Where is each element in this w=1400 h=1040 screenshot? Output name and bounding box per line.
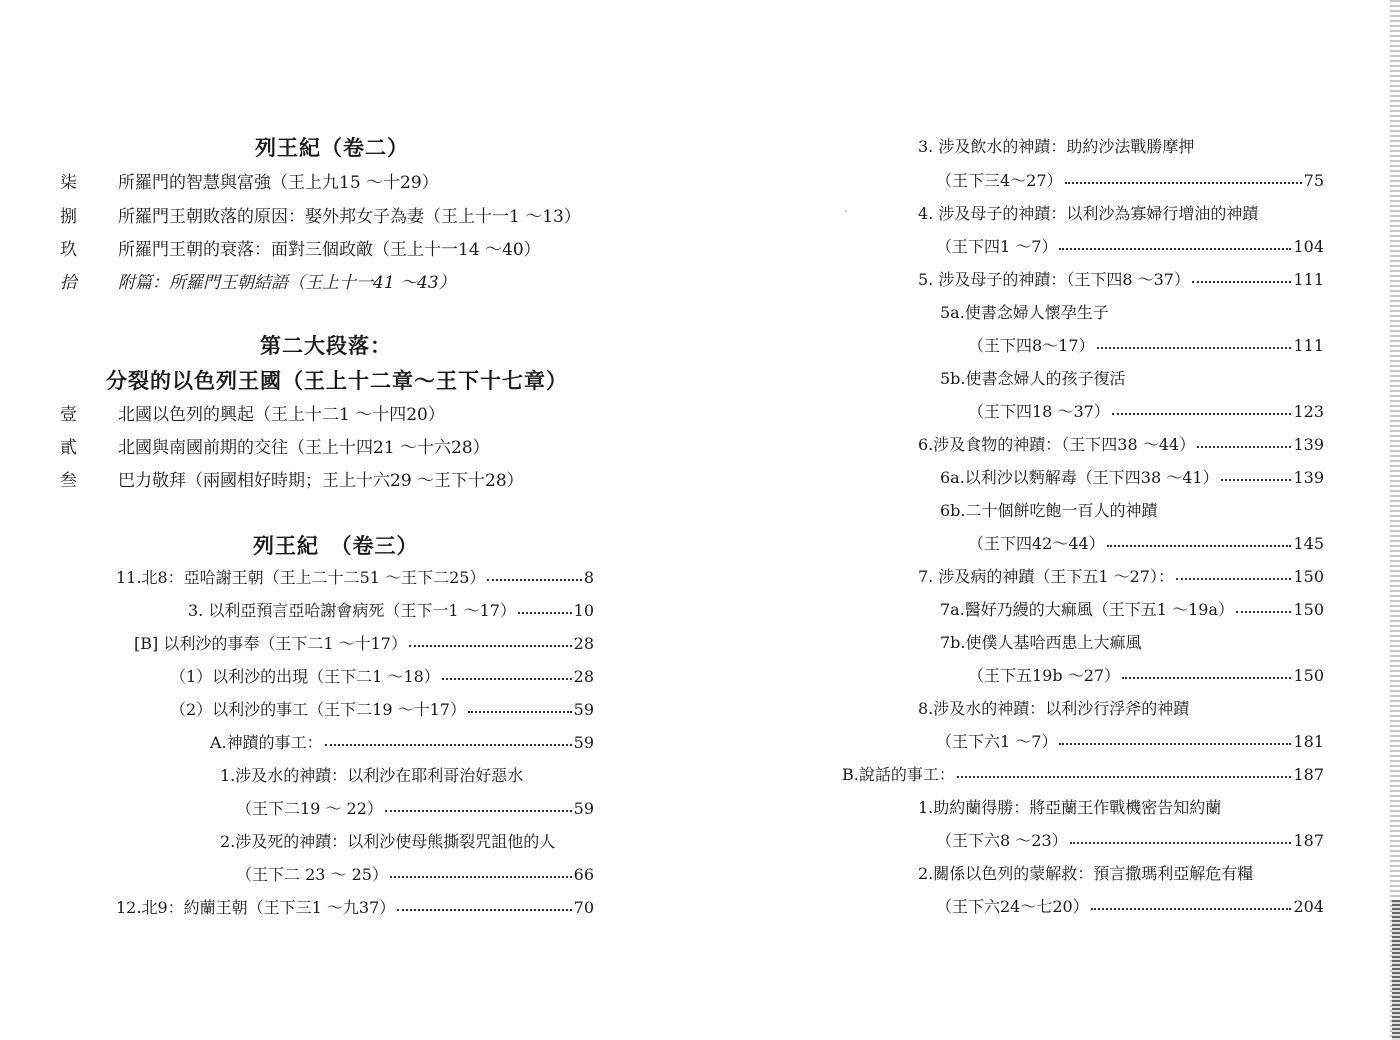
entry-title: 北國以色列的興起（王上十二1 ～十四20） xyxy=(118,404,445,425)
entry-title: 所羅門王朝的衰落：面對三個政敵（王上十一14 ～40） xyxy=(118,239,541,260)
dot-leader xyxy=(1122,677,1291,679)
toc-line xyxy=(918,134,1324,158)
page-number: 111 xyxy=(1293,336,1324,355)
toc-line-title: 1.涉及水的神蹟：以利沙在耶利哥治好惡水 xyxy=(220,766,524,785)
toc-line xyxy=(220,763,594,787)
toc-line xyxy=(918,432,1324,456)
page-number: 75 xyxy=(1303,171,1324,190)
page-number: 181 xyxy=(1293,732,1324,751)
dot-leader xyxy=(1236,611,1291,613)
entry-title: 所羅門王朝敗落的原因：娶外邦女子為妻（王上十一1 ～13） xyxy=(118,206,581,227)
toc-entry xyxy=(60,433,490,457)
entry-number: 貳 xyxy=(60,437,77,458)
toc-line-title: 5a.使書念婦人懷孕生子 xyxy=(940,303,1109,322)
entry-number: 壹 xyxy=(60,404,77,425)
toc-line xyxy=(940,366,1324,390)
toc-line-title: （1）以利沙的出現（王下二1 ～18） xyxy=(170,667,440,686)
entry-title: 所羅門的智慧與富強（王上九15 ～十29） xyxy=(118,172,439,193)
entry-title: 巴力敬拜（兩國相好時期；王上十六29 ～王下十28） xyxy=(118,470,524,491)
page-number: 66 xyxy=(573,865,594,884)
toc-entry xyxy=(60,466,524,490)
page-number: 59 xyxy=(573,799,594,818)
dot-leader xyxy=(1065,182,1302,184)
page-number: 59 xyxy=(573,700,594,719)
page-number: 150 xyxy=(1293,600,1324,619)
toc-line xyxy=(936,729,1324,753)
toc-line-title: B.說話的事工： xyxy=(842,765,955,784)
toc-line xyxy=(936,234,1324,258)
toc-line-title: 7a.醫好乃縵的大痲風（王下五1 ～19a） xyxy=(940,600,1234,619)
page-number: 187 xyxy=(1293,831,1324,850)
page-number: 123 xyxy=(1293,402,1324,421)
entry-number: 叁 xyxy=(60,470,77,491)
entry-number: 捌 xyxy=(60,206,77,227)
toc-line xyxy=(940,498,1324,522)
dot-leader xyxy=(1221,479,1292,481)
toc-line-title: （王下四1 ～7） xyxy=(936,237,1058,256)
toc-line-title: 7b.使僕人基哈西患上大痲風 xyxy=(940,633,1142,652)
toc-line-title: 2.涉及死的神蹟：以利沙使母熊撕裂咒詛他的人 xyxy=(220,832,556,851)
toc-line-title: （2）以利沙的事工（王下二19 ～十17） xyxy=(170,700,466,719)
section-heading: 列王紀 （卷三） xyxy=(253,533,419,558)
toc-line-title: 4. 涉及母子的神蹟：以利沙為寡婦行增油的神蹟 xyxy=(918,204,1259,223)
toc-line xyxy=(236,796,594,820)
toc-line xyxy=(134,631,594,655)
toc-line-title: 5. 涉及母子的神蹟：（王下四8 ～37） xyxy=(918,270,1190,289)
toc-line-title: 6b.二十個餅吃飽一百人的神蹟 xyxy=(940,501,1158,520)
toc-line xyxy=(940,597,1324,621)
toc-line xyxy=(220,829,594,853)
toc-line xyxy=(968,333,1324,357)
toc-line-title: （王下二19 ～ 22） xyxy=(236,799,383,818)
toc-line xyxy=(936,828,1324,852)
entry-number: 柒 xyxy=(60,172,77,193)
page-number: 139 xyxy=(1293,435,1324,454)
toc-line-title: 3. 涉及飲水的神蹟：助約沙法戰勝摩押 xyxy=(918,137,1195,156)
toc-line xyxy=(188,598,594,622)
toc-line-title: 12.北9：約蘭王朝（王下三1 ～九37） xyxy=(116,898,396,917)
dot-leader xyxy=(1176,578,1291,580)
dot-leader xyxy=(518,612,572,614)
toc-line xyxy=(170,697,594,721)
toc-line xyxy=(936,168,1324,192)
toc-line-title: 7. 涉及病的神蹟（王下五1 ～27）： xyxy=(918,567,1174,586)
toc-line xyxy=(236,862,594,886)
toc-line xyxy=(918,201,1324,225)
toc-entry xyxy=(60,235,541,259)
left-page xyxy=(60,120,620,940)
toc-line xyxy=(968,531,1324,555)
toc-line-title: [B] 以利沙的事奉（王下二1 ～十17） xyxy=(134,634,407,653)
page-number: 104 xyxy=(1293,237,1324,256)
toc-line-title: （王下六8 ～23） xyxy=(936,831,1068,850)
page-number: 150 xyxy=(1293,567,1324,586)
page-number: 111 xyxy=(1293,270,1324,289)
dot-leader xyxy=(442,678,572,680)
toc-line-title: （王下六24～七20） xyxy=(936,897,1089,916)
toc-line xyxy=(170,664,594,688)
page-number: 145 xyxy=(1293,534,1324,553)
toc-line-title: （王下五19b ～27） xyxy=(968,666,1121,685)
toc-line-title: （王下四18 ～37） xyxy=(968,402,1110,421)
toc-line-title: 6.涉及食物的神蹟：（王下四38 ～44） xyxy=(918,435,1196,454)
page-number: 204 xyxy=(1293,897,1324,916)
toc-line xyxy=(918,267,1324,291)
toc-line xyxy=(842,762,1324,786)
dot-leader xyxy=(1112,413,1292,415)
dot-leader xyxy=(1192,281,1291,283)
toc-entry xyxy=(60,268,456,292)
toc-line-title: 6a.以利沙以麪解毒（王下四38 ～41） xyxy=(940,468,1219,487)
dot-leader xyxy=(325,744,572,746)
toc-entry xyxy=(60,400,445,424)
toc-line-title: （王下四8～17） xyxy=(968,336,1095,355)
toc-line xyxy=(116,895,594,919)
page-number: 28 xyxy=(573,667,594,686)
page-number: 59 xyxy=(573,733,594,752)
toc-line-title: 1.助約蘭得勝：將亞蘭王作戰機密告知約蘭 xyxy=(918,798,1222,817)
dot-leader xyxy=(1059,743,1291,745)
dot-leader xyxy=(468,711,572,713)
dot-leader xyxy=(1059,248,1291,250)
toc-line xyxy=(940,630,1324,654)
dot-leader xyxy=(390,876,572,878)
entry-title: 附篇：所羅門王朝結語（王上十一41 ～43） xyxy=(118,272,456,293)
toc-line-title: A.神蹟的事工： xyxy=(210,733,323,752)
page-number: 70 xyxy=(573,898,594,917)
dot-leader xyxy=(409,645,572,647)
page-number: 150 xyxy=(1293,666,1324,685)
toc-line xyxy=(918,696,1324,720)
page-number: 187 xyxy=(1293,765,1324,784)
page-number: 139 xyxy=(1293,468,1324,487)
entry-number: 拾 xyxy=(60,272,77,293)
toc-line xyxy=(940,300,1324,324)
toc-line-title: （王下四42～44） xyxy=(968,534,1105,553)
entry-number: 玖 xyxy=(60,239,77,260)
toc-line xyxy=(936,894,1324,918)
toc-line-title: 5b.使書念婦人的孩子復活 xyxy=(940,369,1126,388)
toc-line xyxy=(918,861,1324,885)
toc-line xyxy=(968,663,1324,687)
dot-leader xyxy=(397,909,571,911)
page-number: 28 xyxy=(573,634,594,653)
dot-leader xyxy=(1070,842,1292,844)
toc-line xyxy=(918,564,1324,588)
toc-line xyxy=(968,399,1324,423)
dot-leader xyxy=(385,810,572,812)
dot-leader xyxy=(1091,908,1292,910)
section-heading: 分裂的以色列王國（王上十二章～王下十七章） xyxy=(106,368,568,393)
toc-line-title: 11.北8：亞哈謝王朝（王上二十二51 ～王下二25） xyxy=(116,568,486,587)
toc-line-title: 2.關係以色列的蒙解救：預言撒瑪利亞解危有糧 xyxy=(918,864,1254,883)
toc-entry xyxy=(60,202,581,226)
dot-leader xyxy=(1097,347,1292,349)
toc-entry xyxy=(60,168,439,192)
dot-leader xyxy=(487,579,581,581)
page-number: 10 xyxy=(573,601,594,620)
section-heading: 列王紀（卷二） xyxy=(255,135,409,160)
toc-line-title: （王下六1 ～7） xyxy=(936,732,1058,751)
right-page xyxy=(820,120,1340,940)
entry-title: 北國與南國前期的交往（王上十四21 ～十六28） xyxy=(118,437,490,458)
toc-line xyxy=(210,730,594,754)
toc-line-title: 8.涉及水的神蹟：以利沙行浮斧的神蹟 xyxy=(918,699,1190,718)
toc-line xyxy=(116,565,594,589)
scan-speck xyxy=(845,210,847,212)
page-edge-shadow xyxy=(1392,900,1400,1040)
page-edge-binding xyxy=(1390,0,1400,1040)
toc-line-title: （王下二 23 ～ 25） xyxy=(236,865,388,884)
dot-leader xyxy=(1197,446,1291,448)
dot-leader xyxy=(1107,545,1292,547)
toc-line xyxy=(940,465,1324,489)
toc-line xyxy=(918,795,1324,819)
toc-line-title: 3. 以利亞預言亞哈謝會病死（王下一1 ～17） xyxy=(188,601,516,620)
section-heading: 第二大段落： xyxy=(260,333,392,358)
dot-leader xyxy=(957,776,1292,778)
page-number: 8 xyxy=(583,568,594,587)
toc-line-title: （王下三4～27） xyxy=(936,171,1063,190)
